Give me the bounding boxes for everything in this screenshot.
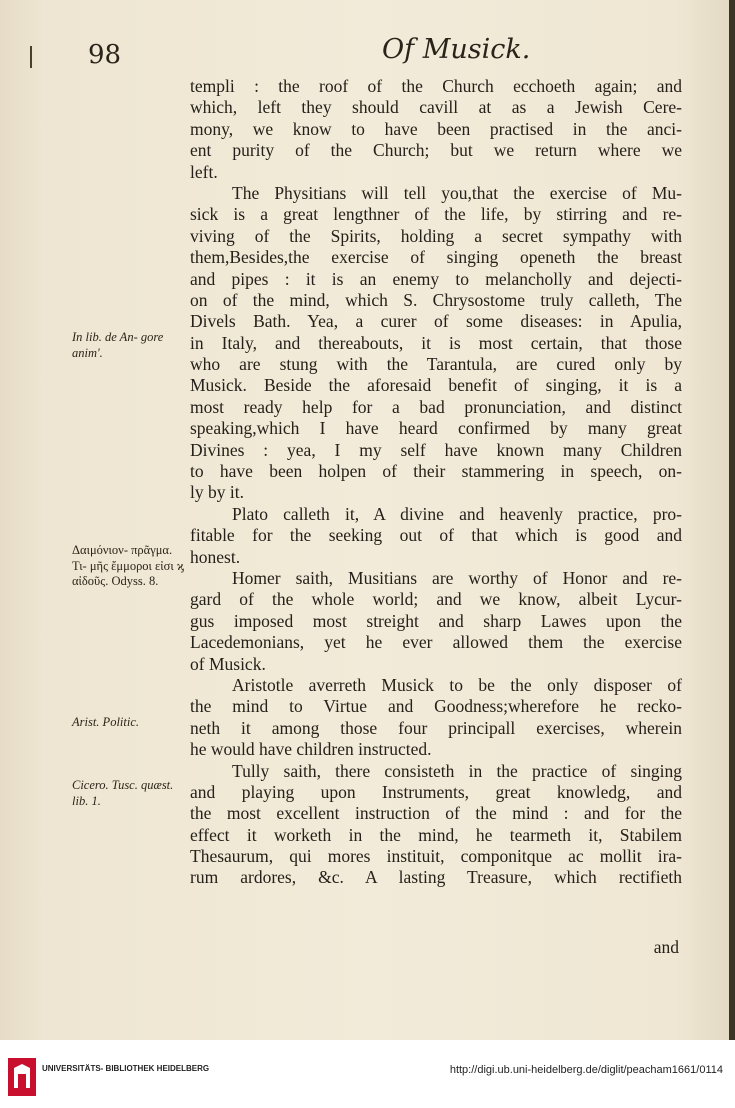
text-line: Divines : yea, I my self have known many Children	[190, 439, 682, 460]
text-line: Divels Bath. Yea, a curer of some diseases: in Apulia,	[190, 311, 682, 332]
text-line: which, left they should cavill at as a Jewish Cere-	[190, 97, 682, 118]
text-line: gard of the whole world; and we know, albeit Lycur-	[190, 589, 682, 610]
text-line: the mind to Virtue and Goodness;wherefore he recko-	[190, 696, 682, 717]
library-name: UNIVERSITÄTS- BIBLIOTHEK HEIDELBERG	[42, 1064, 210, 1073]
text-line: effect it worketh in the mind, he tearmeth it, Stabilem	[190, 824, 682, 845]
catchword: and	[653, 937, 679, 957]
text-line: mony, we know to have been practised in the anci-	[190, 118, 682, 139]
text-line: The Physitians will tell you,that the exercise of Mu-	[232, 182, 682, 203]
text-line: fitable for the seeking out of that which is good and	[190, 525, 682, 546]
body-text	[190, 76, 682, 889]
text-line: speaking,which I have heard confirmed by many great	[190, 418, 682, 439]
text-line: of Musick.	[190, 653, 266, 674]
margin-note-aristotle: Arist. Politic.	[72, 715, 140, 729]
text-line: Aristotle averreth Musick to be the only disposer of	[232, 674, 682, 695]
text-line: honest.	[190, 546, 241, 567]
text-line: Homer saith, Musitians are worthy of Honor and re-	[232, 567, 682, 588]
margin-note-cicero: Cicero. Tusc. quæst. lib. 1.	[72, 778, 174, 808]
text-line: ly by it.	[190, 482, 244, 503]
text-line: and playing upon Instruments, great knowledg, and	[190, 781, 682, 802]
text-line: sick is a great lengthner of the life, by stirring and re-	[190, 204, 682, 225]
text-line: most ready help for a bad pronunciation, and distinct	[190, 396, 682, 417]
text-line: in Italy, and thereabouts, it is most certain, that those	[190, 332, 682, 353]
text-line: rum ardores, &c. A lasting Treasure, which rectifieth	[190, 867, 682, 888]
text-line: Thesaurum, qui mores instituit, componitque ac mollit ira-	[190, 846, 682, 867]
text-line: templi : the roof of the Church ecchoeth again; and	[190, 76, 682, 96]
text-line: the most excellent instruction of the mind : and for the	[190, 803, 682, 824]
text-line: gus imposed most streight and sharp Lawes upon the	[190, 610, 682, 631]
text-line: Musick. Beside the aforesaid benefit of singing, it is a	[190, 375, 682, 396]
margin-note-greek: Δαιμόνιον- πρᾶγμα. Τι- μῆς ἔμμοροι εἰσι ϗ αἰδοῦς. Odyss. 8.	[72, 543, 184, 588]
margin-rule	[30, 46, 32, 68]
text-line: on of the mind, which S. Chrysostome truly calleth, The	[190, 289, 682, 310]
text-line: them,Besides,the exercise of singing openeth the breast	[190, 247, 682, 268]
source-url[interactable]: http://digi.ub.uni-heidelberg.de/diglit/peacham1661/0114	[449, 1064, 723, 1076]
page-number: 98	[88, 40, 122, 70]
margin-note-de-angore: In lib. de An- gore anim'.	[72, 330, 164, 360]
text-line: ent purity of the Church; but we return where we	[190, 140, 682, 161]
library-logo-icon	[8, 1058, 36, 1096]
book-gutter	[729, 0, 735, 1040]
text-line: viving of the Spirits, holding a secret sympathy with	[190, 225, 682, 246]
text-line: to have been holpen of their stammering in speech, on-	[190, 461, 682, 482]
text-line: left.	[190, 161, 218, 182]
text-line: and pipes : it is an enemy to melancholly and dejecti-	[190, 268, 682, 289]
text-line: neth it among those four principall exercises, wherein	[190, 717, 682, 738]
text-line: Tully saith, there consisteth in the practice of singing	[232, 760, 682, 781]
text-line: Lacedemonians, yet he ever allowed them the exercise	[190, 632, 682, 653]
text-line: Plato calleth it, A divine and heavenly practice, pro-	[232, 503, 682, 524]
running-head: Of Musick.	[382, 34, 531, 65]
text-line: who are stung with the Tarantula, are cured only by	[190, 354, 682, 375]
text-line: he would have children instructed.	[190, 739, 432, 760]
